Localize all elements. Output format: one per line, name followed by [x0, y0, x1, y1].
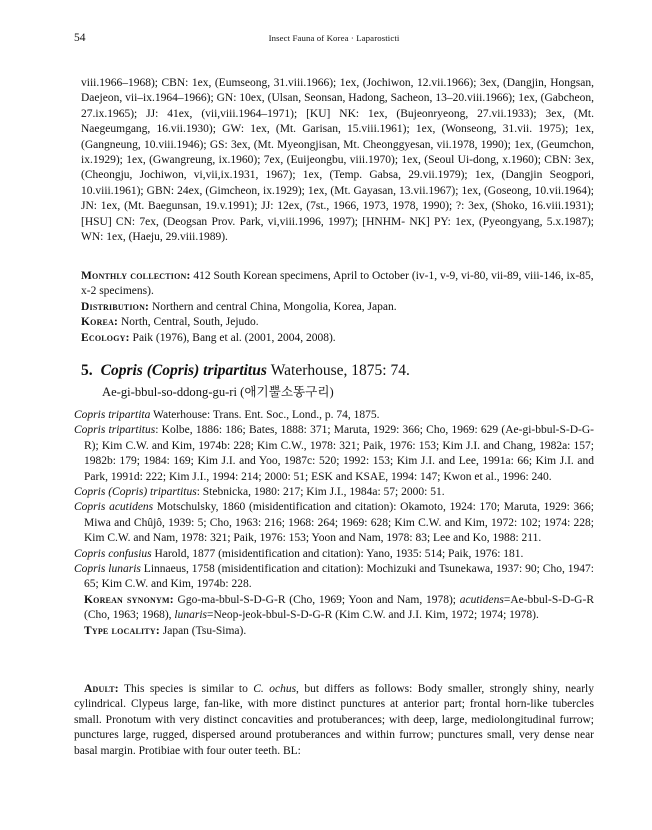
type-locality-label: Type locality: — [84, 624, 160, 637]
korean-synonym-taxon: acutidens — [459, 593, 504, 606]
synonym-citation: : Stebnicka, 1980: 217; Kim J.I., 1984a: 57; 2000: 51. — [196, 486, 445, 499]
monthly-collection — [81, 269, 594, 300]
korean-synonym-taxon: lunaris — [174, 609, 207, 622]
ecology — [81, 331, 594, 346]
synonym-entry — [74, 423, 594, 485]
synonym-name: Copris tripartitus — [74, 424, 156, 437]
korea-text: North, Central, South, Jejudo. — [118, 316, 259, 329]
distribution-text: Northern and central China, Mongolia, Korea, Japan. — [149, 301, 397, 313]
korean-common-name: Ae-gi-bbul-so-ddong-gu-ri (애기뿔소똥구리) — [102, 385, 334, 399]
korea — [81, 315, 594, 330]
type-locality-text: Japan (Tsu-Sima). — [159, 624, 247, 637]
adult-label: Adult: — [84, 683, 119, 695]
synonym-entry — [74, 500, 594, 546]
synonym-citation: Motschulsky, 1860 (misidentification and citation): Okamoto, 1924: 170; Maruta, 1929: 366; Miwa and Chûjô, 1939: 5; Cho, 1963: 216; 1968: 264; 1969: 628; Kim C.W. and Kim, 1972: 102; 1974: 228; Kim C.W. and Nam, 1978: 321; Paik, 1976: 153; Yoon and Nam, 1978: 83; Lee and Ko, 1988: 211. — [84, 501, 594, 545]
synonym-entry — [74, 408, 594, 423]
adult-text: This species is similar to — [118, 683, 254, 695]
synonym-name: Copris (Copris) tripartitus — [74, 486, 197, 499]
synonym-name: Copris lunaris — [74, 563, 141, 576]
korean-synonym-label: Korean synonym: — [84, 593, 174, 606]
synonym-name: Copris confusius — [74, 547, 152, 560]
synonym-name: Copris acutidens — [74, 501, 154, 514]
adult-text: , but differs as follows: Body smaller, strongly shiny, nearly cylindrical. Clypeus large, fan-like, with more distinct punctures at anterior part; frontal horn-like tubercles small. Pronotum with very distinct concavities and protuberances; with deep, large, mediolongitudinal furrow; punctures large, rugged, dispersed around protuberances and within furrow; punctures small, very dense near basal margin. Protibiae with four outer teeth. BL: — [74, 683, 594, 757]
korean-synonym — [74, 593, 594, 624]
species-epithet: tripartitus — [203, 362, 267, 379]
korean-synonym-text: =Ae-bbul-S-D-G-R (Cho, 1963; 1968), — [84, 593, 594, 622]
distribution-label: Distribution: — [81, 301, 150, 313]
korean-synonym-text: =Neop-jeok-bbul-S-D-G-R (Kim C.W. and J.I. Kim, 1972; 1974; 1978). — [207, 609, 539, 622]
ecology-text: Paik (1976), Bang et al. (2001, 2004, 2008). — [129, 331, 336, 344]
species-number: 5. — [81, 362, 93, 379]
adult-description — [74, 682, 594, 759]
page-number: 54 — [74, 32, 86, 44]
korean-synonym-text: Ggo-ma-bbul-S-D-G-R (Cho, 1969; Yoon and Nam, 1978); — [173, 593, 460, 606]
synonym-entry — [74, 547, 594, 562]
monthly-collection-text: 412 South Korean specimens, April to October (iv-1, v-9, vi-80, vii-89, viii-146, ix-85, x-2 specimens). — [81, 270, 594, 298]
synonym-entry — [74, 485, 594, 500]
summary-block — [81, 269, 594, 300]
synonym-name: Copris tripartita — [74, 409, 151, 421]
distribution-block — [81, 300, 594, 346]
species-title — [81, 362, 410, 380]
ecology-label: Ecology: — [81, 331, 130, 344]
species-subgenus: (Copris) — [146, 362, 200, 379]
type-locality — [74, 624, 594, 639]
species-genus: Copris — [100, 362, 143, 379]
synonym-citation: : Kolbe, 1886: 186; Bates, 1888: 371; Maruta, 1929: 366; Cho, 1969: 629 (Ae-gi-bbul-S-D-G-R); Kim C.W. and Kim, 1974b: 228; Kim C.W., 1978: 321; Paik, 1976: 153; Kim J.I. and Chang, 1982a: 157; 1982b: 179; 1984: 169; Kim J.I. and Yoo, 1987c: 520; 1992: 153; Kim J.I. and Lee, 1991a: 66; Kim J.I. and Park, 1991d: 222; Kim J.I., 1994: 214; 2000: 51; ESK and KSAE, 1994: 147; Kwon et al., 1996: 240. — [84, 424, 594, 483]
species-author: Waterhouse, 1875: 74. — [270, 362, 410, 379]
running-head: Insect Fauna of Korea · Laparosticti — [268, 33, 400, 43]
synonym-entry — [74, 562, 594, 593]
distribution — [81, 300, 594, 315]
specimen-records: viii.1966–1968); CBN: 1ex, (Eumseong, 31.viii.1966); 1ex, (Jochiwon, 12.vii.1966); 3ex, (Dangjin, Hongsan, Daejeon, vii–ix.1964–1966); GN: 10ex, (Ulsan, Seonsan, Hadong, Sacheon, 13–20.viii.1966); 1ex, (Gabcheon, 27.ix.1965); JJ: 41ex, (vii,viii.1964–1971); [KU] NK: 1ex, (Bujeonryeong, 27.vii.1933); 3ex, (Mt. Naegeumgang, 16.vii.1930); GW: 1ex, (Mt. Garisan, 15.viii.1961); 1ex, (Wonseong, 31.vii. 1975); 1ex, (Gangneung, 10.viii.1946); GS: 3ex, (Mt. Myeongjisan, Mt. Cheonggyesan, vii.1978, 1990); 1ex, (Geumchon, ix.1929); 1ex, (Gwangreung, ix.1960); 7ex, (Euijeongbu, viii.1970); 1ex, (Seoul Ui-dong, x.1960); CBN: 3ex, (Cheongju, Jochiwon, vi,vii,ix.1931, 1967); 1ex, (Temp. Gabsa, 29.vii.1979); 1ex, (Dangjin Seogpori, 10.viii.1961); GBN: 24ex, (Gimcheon, ix.1929); 1ex, (Mt. Gayasan, 13.vii.1967); 1ex, (Goseong, 10.vii.1964); JN: 1ex, (Mt. Baegunsan, 19.v.1991); JJ: 12ex, (7st., 1966, 1973, 1978, 1990); ?: 3ex, (Shoko, 16.viii.1931); [HSU] CN: 7ex, (Deogsan Prov. Park, vi,viii.1996, 1997); [HNHM- NK] PY: 1ex, (Pyeongyang, 5.x.1987); WN: 1ex, (Haeju, 29.viii.1989). — [81, 77, 594, 244]
page-header — [74, 32, 594, 48]
monthly-collection-label: Monthly collection: — [81, 270, 191, 282]
korea-label: Korea: — [81, 316, 119, 329]
synonym-citation: Waterhouse: Trans. Ent. Soc., Lond., p. 74, 1875. — [150, 409, 380, 421]
synonym-citation: Harold, 1877 (misidentification and citation): Yano, 1935: 514; Paik, 1976: 181. — [151, 547, 524, 560]
adult-taxon: C. ochus — [253, 683, 297, 695]
synonymy-list — [74, 408, 594, 639]
synonym-citation: Linnaeus, 1758 (misidentification and citation): Mochizuki and Tsunekawa, 1937: 90; Cho, 1947: 65; Kim C.W. and Kim, 1974b: 228. — [84, 563, 594, 591]
